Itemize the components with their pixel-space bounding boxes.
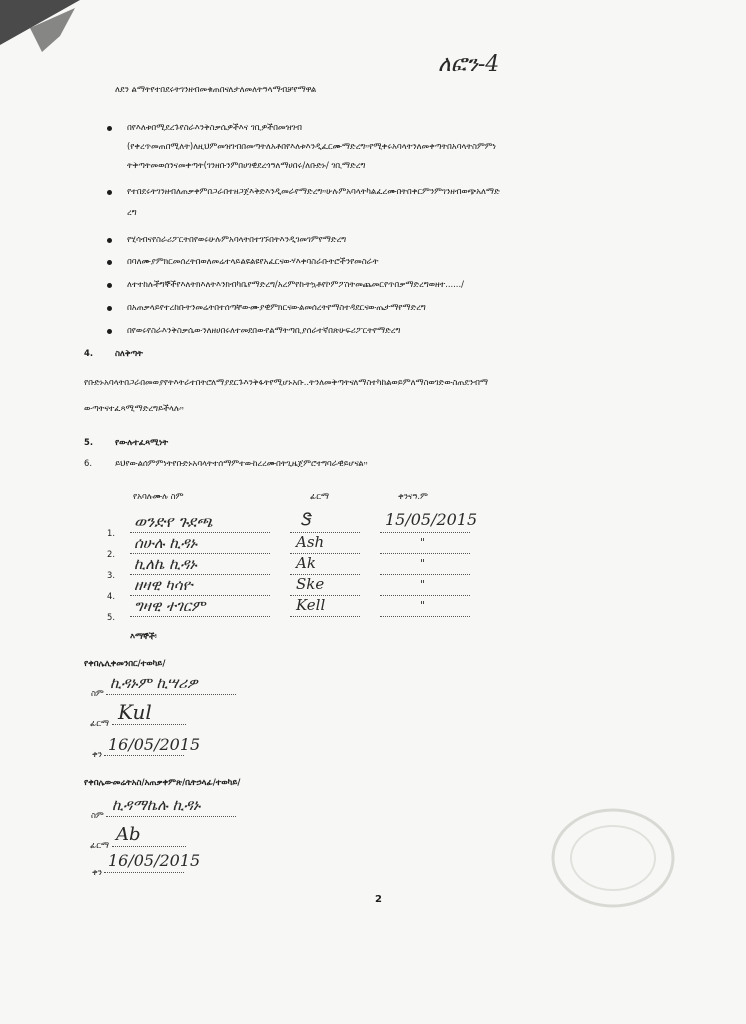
member-signature: Ske [296, 575, 325, 593]
rep2-sign-label: ፊርማ [90, 840, 109, 850]
date-line [380, 532, 470, 533]
bullet-1-line-1: በየእለቱበሚደረጉየስራእንቅስቃሴዎችእና ገቢዎችበመዝገብ [127, 122, 302, 132]
bullet-7: በየወሩየስራእንቅስቃሴውንለዘሀበሩለተመደበውየልማትጣቢያሰራተኛበጽሁፍሪፖርትየማድረግ [127, 325, 401, 335]
rep2-signature: Ab [116, 824, 141, 845]
section-4-number: 4. [84, 348, 94, 358]
member-signature: Ꮥ [300, 510, 311, 530]
rep1-name-line [106, 694, 236, 695]
row-number: 1. [107, 528, 115, 538]
row-number: 2. [107, 549, 115, 559]
header-signature: ፊርማ [310, 491, 329, 501]
row-number: 5. [107, 612, 115, 622]
rep2-date: 16/05/2015 [108, 851, 201, 870]
section-5-number: 5. [84, 437, 94, 447]
date-line [380, 616, 470, 617]
rep2-name-line [106, 816, 236, 817]
top-right-handwritten-note: ለፎን-4 [438, 52, 500, 77]
member-date: 15/05/2015 [385, 510, 478, 529]
member-date: " [420, 536, 426, 549]
bullet-1-line-3: ትቅጣትመወሰንናመቀጣት(ገንዘቡንምበሀገዊደረጎዓለማሀበሩ/ለቡድኑ/ ገቢማድረግ [127, 160, 366, 170]
section-5-title: የውሉተፈጻሚነት [115, 437, 169, 447]
rep1-sign-label: ፊርማ [90, 718, 109, 728]
rep2-date-label: ቀን [92, 867, 103, 877]
section-4-line-2: ውጣትናተፈጻሚማድረግይችላሉ። [84, 403, 184, 413]
section-4-title: ስለቅጣት [115, 348, 143, 358]
bullet-marker [107, 260, 112, 265]
section-6-number: 6. [84, 458, 92, 468]
header-name: የአባሉሙሉ ስም [133, 491, 184, 501]
section-6-text: ይህየውልሰምምነትየቡድኑአባላትተሰማምተውከረረሙበትጊዜጀምሮተግባራዊይሆናል። [115, 458, 368, 468]
intro-line: ለደን ልማትየተበደሩትገንዘብመቁጠበናለታለመለትዓላማብቻየማዋል [115, 84, 317, 94]
bullet-6: በአጠቃላይየተረከቡትንመሬትበተሰጣቸውሙያዊምክርናውልመሰረትየማስተዳደርናውጤታማየማድረግ [127, 302, 426, 312]
witnesses-label: እማኞች፡ [130, 631, 157, 641]
member-signature: Kell [296, 596, 326, 614]
member-name: ኪለኬ ኪዳኑ [134, 555, 197, 573]
signature-line [290, 616, 360, 617]
rep2-sign-line [112, 846, 186, 847]
member-date: " [420, 599, 426, 612]
name-line [130, 574, 270, 575]
bullet-1-line-2: (የቀረጥመጠበሚለት)ለዚህምመዝገብበመጣትለአቶበየእለቱእንዲፈርሙማድረግ።የሚቀሩአባላትንለመቀጣትበአባላትስምምነ [127, 141, 496, 151]
member-date: " [420, 557, 426, 570]
rep1-signature: Kul [118, 700, 152, 724]
rep1-name-label: ስም [91, 688, 104, 698]
faint-stamp-seal [548, 800, 678, 910]
bullet-3: የሂሳብናየስራሪፖርትበየወሩሁሉምአባላትበተገኙበትእንዲገመገምየማድረግ [127, 234, 347, 244]
bullet-marker [107, 126, 112, 131]
member-signature: Ak [296, 554, 316, 572]
bullet-marker [107, 283, 112, 288]
rep1-name: ኪዳኑም ኪሣሪዎ [110, 674, 198, 692]
name-line [130, 532, 270, 533]
name-line [130, 595, 270, 596]
rep2-name-label: ስም [91, 810, 104, 820]
date-line [380, 595, 470, 596]
name-line [130, 616, 270, 617]
bullet-2-line-1: የተበደሩትገንዘብለጠቃቀምበጋራበተዘጋጀእቅድእንዲመራየማድረግ።ሁሉምአባላትካልፈረሙበትበቀርምንምገንዘብወጭአለማድ [127, 186, 500, 196]
rep1-sign-line [112, 724, 186, 725]
member-name: ዘዛዊ ካሳዮ [134, 576, 193, 594]
name-line [130, 553, 270, 554]
bullet-2-line-2: ረግ [127, 207, 137, 217]
section-4-line-1: የቡድኑአባላትበጋራበመወያየትእትራተበትሮለማያደርጉእንቅፋትየሚሆኑአቡ..ትንለመቅጣትናለማስተካከልወይምለማስወገድውስጠደንብማ [84, 377, 488, 387]
member-name: ሰሁሉ ኪዳኑ [134, 534, 198, 552]
page-number: 2 [375, 894, 382, 905]
rep2-name: ኪዳማኬሉ ኪዳኑ [112, 796, 201, 814]
row-number: 3. [107, 570, 115, 580]
bullet-marker [107, 190, 112, 195]
member-name: ወንድየ ጉደጫ [134, 512, 213, 531]
date-line [380, 553, 470, 554]
bullet-5: ለተተከሉችግኞችየእለትክእለትእንክብካቤየማድረግ/አረምየኩትኳቶየኮምፖስትመጨመርየጥበቃማድረግወዘተ....../ [127, 279, 464, 289]
rep2-date-line [104, 872, 184, 873]
date-line [380, 574, 470, 575]
bullet-marker [107, 329, 112, 334]
scan-corner-artifact [0, 0, 110, 70]
bullet-marker [107, 238, 112, 243]
rep1-date: 16/05/2015 [108, 735, 201, 754]
rep2-title: የቀበሌውመሬትአስ/አጠቃቀምጽ/ቤትኃላፊ/ተወካይ/ [84, 777, 241, 787]
rep1-date-line [104, 755, 184, 756]
member-date: " [420, 578, 426, 591]
member-name: ግዛዊ ተገርም [134, 597, 206, 615]
bullet-marker [107, 306, 112, 311]
row-number: 4. [107, 591, 115, 601]
member-signature: Ash [296, 533, 325, 551]
header-date: ቀንናዓ.ም [398, 491, 428, 501]
bullet-4: በባለሙያምክርመሰረትበወለመሬተላይልዩልዩየአፈርናውሃእቀባስራቡትሮችንየመስራት [127, 256, 379, 266]
rep1-date-label: ቀን [92, 749, 103, 759]
rep1-title: የቀበሌሊቀመንበር/ተወካይ/ [84, 658, 166, 668]
